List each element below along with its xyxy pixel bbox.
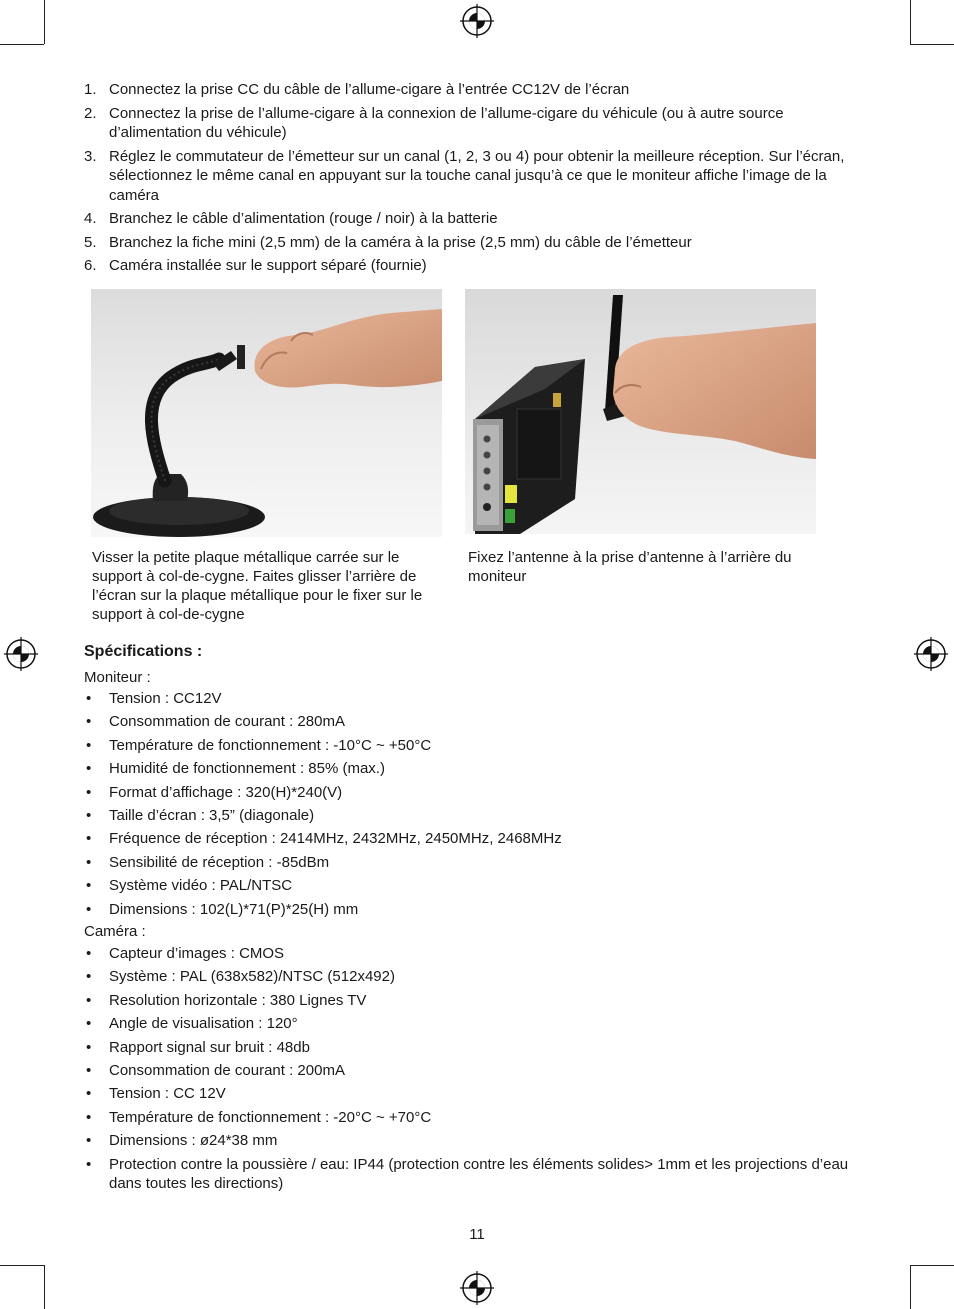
- spec-text: Tension : CC12V: [109, 690, 222, 707]
- spec-text: Humidité de fonctionnement : 85% (max.): [109, 760, 385, 778]
- bullet-icon: •: [86, 900, 92, 918]
- bullet-icon: •: [86, 877, 92, 895]
- list-item: [84, 712, 869, 732]
- bullet-icon: •: [86, 1085, 92, 1103]
- step-text: Connectez la prise CC du câble de l’allume-cigare à l’entrée CC12V de l’écran: [109, 81, 630, 98]
- step-text: Connectez la prise de l’allume-cigare à la connexion de l’allume-cigare du véhicule (ou à autre source d’alimentation du véhicule): [109, 104, 784, 141]
- crop-mark-top-right-h: [910, 44, 954, 45]
- crop-mark-top-left-v: [44, 0, 45, 44]
- step-item: [84, 80, 854, 100]
- camera-label: Caméra :: [84, 923, 146, 940]
- specifications-title: Spécifications :: [84, 643, 203, 660]
- registration-mark-left-icon: [4, 637, 38, 671]
- spec-text: Rapport signal sur bruit : 48db: [109, 1038, 310, 1056]
- bullet-icon: •: [86, 713, 92, 731]
- spec-text: Système : PAL (638x582)/NTSC (512x492): [109, 968, 395, 986]
- bullet-icon: •: [86, 945, 92, 962]
- bullet-icon: •: [86, 736, 92, 754]
- list-item: [84, 900, 869, 920]
- crop-mark-bottom-right-v: [910, 1265, 911, 1309]
- spec-text: Protection contre la poussière / eau: IP44 (protection contre les éléments solides> 1mm et les projections d’eau dans toutes les directions): [109, 1155, 849, 1193]
- spec-text: Dimensions : ø24*38 mm: [109, 1132, 278, 1150]
- spec-text: Consommation de courant : 280mA: [109, 713, 345, 731]
- list-item: [84, 1155, 869, 1194]
- step-text: Réglez le commutateur de l’émetteur sur un canal (1, 2, 3 ou 4) pour obtenir la meilleure réception. Sur l’écran, sélectionnez le même canal en appuyant sur la touche canal jusqu’à ce que le moniteur affiche l’image de la caméra: [109, 147, 845, 204]
- bullet-icon: •: [86, 1015, 92, 1033]
- list-item: [84, 1038, 869, 1058]
- list-item: [84, 967, 869, 987]
- step-number: 2.: [84, 104, 97, 122]
- step-text: Caméra installée sur le support séparé (fournie): [109, 257, 427, 274]
- step-item: [84, 104, 854, 143]
- spec-text: Température de fonctionnement : -20°C ~ +70°C: [109, 1108, 432, 1126]
- spec-text: Format d’affichage : 320(H)*240(V): [109, 783, 343, 801]
- list-item: [84, 736, 869, 756]
- gooseneck-mount-photo: [91, 289, 442, 537]
- spec-text: Angle de visualisation : 120°: [109, 1015, 298, 1033]
- list-item: [84, 689, 869, 709]
- registration-mark-right-icon: [914, 637, 948, 671]
- crop-mark-top-left-h: [0, 44, 44, 45]
- spec-text: Taille d’écran : 3,5” (diagonale): [109, 806, 315, 824]
- list-item: [84, 876, 869, 896]
- crop-mark-top-right-v: [910, 0, 911, 44]
- bullet-icon: •: [86, 783, 92, 801]
- left-photo-caption: Visser la petite plaque métallique carrée sur le support à col-de-cygne. Faites glisser l’arrière de l’écran sur la plaque métallique pour le fixer sur le support à col-de-cygne: [92, 549, 423, 623]
- crop-mark-bottom-left-v: [44, 1265, 45, 1309]
- list-item: [84, 1061, 869, 1081]
- crop-mark-bottom-left-h: [0, 1265, 44, 1266]
- bullet-icon: •: [86, 690, 92, 707]
- bullet-icon: •: [86, 853, 92, 871]
- list-item: [84, 806, 869, 826]
- spec-text: Capteur d’images : CMOS: [109, 945, 285, 962]
- step-text: Branchez la fiche mini (2,5 mm) de la caméra à la prise (2,5 mm) du câble de l’émetteur: [109, 233, 692, 251]
- step-number: 1.: [84, 81, 97, 98]
- spec-text: Système vidéo : PAL/NTSC: [109, 877, 293, 895]
- registration-mark-bottom-icon: [460, 1271, 494, 1305]
- bullet-icon: •: [86, 1108, 92, 1126]
- step-item: [84, 209, 854, 229]
- list-item: [84, 829, 869, 849]
- step-number: 3.: [84, 147, 97, 165]
- bullet-icon: •: [86, 830, 92, 848]
- crop-mark-bottom-right-h: [910, 1265, 954, 1266]
- step-number: 5.: [84, 233, 97, 251]
- right-photo-caption: Fixez l’antenne à la prise d’antenne à l’arrière du moniteur: [468, 549, 792, 585]
- spec-text: Température de fonctionnement : -10°C ~ +50°C: [109, 736, 432, 754]
- bullet-icon: •: [86, 1132, 92, 1150]
- spec-text: Tension : CC 12V: [109, 1085, 226, 1103]
- step-number: 4.: [84, 210, 97, 227]
- registration-mark-top-icon: [460, 4, 494, 38]
- spec-text: Sensibilité de réception : -85dBm: [109, 853, 330, 871]
- bullet-icon: •: [86, 760, 92, 778]
- list-item: [84, 853, 869, 873]
- spec-text: Consommation de courant : 200mA: [109, 1061, 345, 1079]
- bullet-icon: •: [86, 1038, 92, 1056]
- monitor-antenna-photo: [465, 289, 816, 534]
- step-item: [84, 256, 854, 276]
- list-item: [84, 783, 869, 803]
- spec-text: Resolution horizontale : 380 Lignes TV: [109, 991, 367, 1009]
- bullet-icon: •: [86, 1155, 92, 1173]
- step-item: [84, 147, 854, 206]
- step-number: 6.: [84, 257, 97, 274]
- page-number: 11: [469, 1226, 485, 1243]
- spec-text: Fréquence de réception : 2414MHz, 2432MHz, 2450MHz, 2468MHz: [109, 830, 562, 848]
- bullet-icon: •: [86, 806, 92, 824]
- list-item: [84, 1131, 869, 1151]
- monitor-label: Moniteur :: [84, 669, 151, 686]
- installation-steps: [84, 80, 854, 280]
- bullet-icon: •: [86, 968, 92, 986]
- step-text: Branchez le câble d’alimentation (rouge / noir) à la batterie: [109, 210, 498, 227]
- camera-spec-list: [84, 944, 869, 1197]
- list-item: [84, 759, 869, 779]
- list-item: [84, 944, 869, 964]
- list-item: [84, 1014, 869, 1034]
- step-item: [84, 233, 854, 253]
- list-item: [84, 1108, 869, 1128]
- monitor-spec-list: [84, 689, 869, 923]
- list-item: [84, 991, 869, 1011]
- bullet-icon: •: [86, 1061, 92, 1079]
- spec-text: Dimensions : 102(L)*71(P)*25(H) mm: [109, 900, 359, 918]
- list-item: [84, 1084, 869, 1104]
- bullet-icon: •: [86, 991, 92, 1009]
